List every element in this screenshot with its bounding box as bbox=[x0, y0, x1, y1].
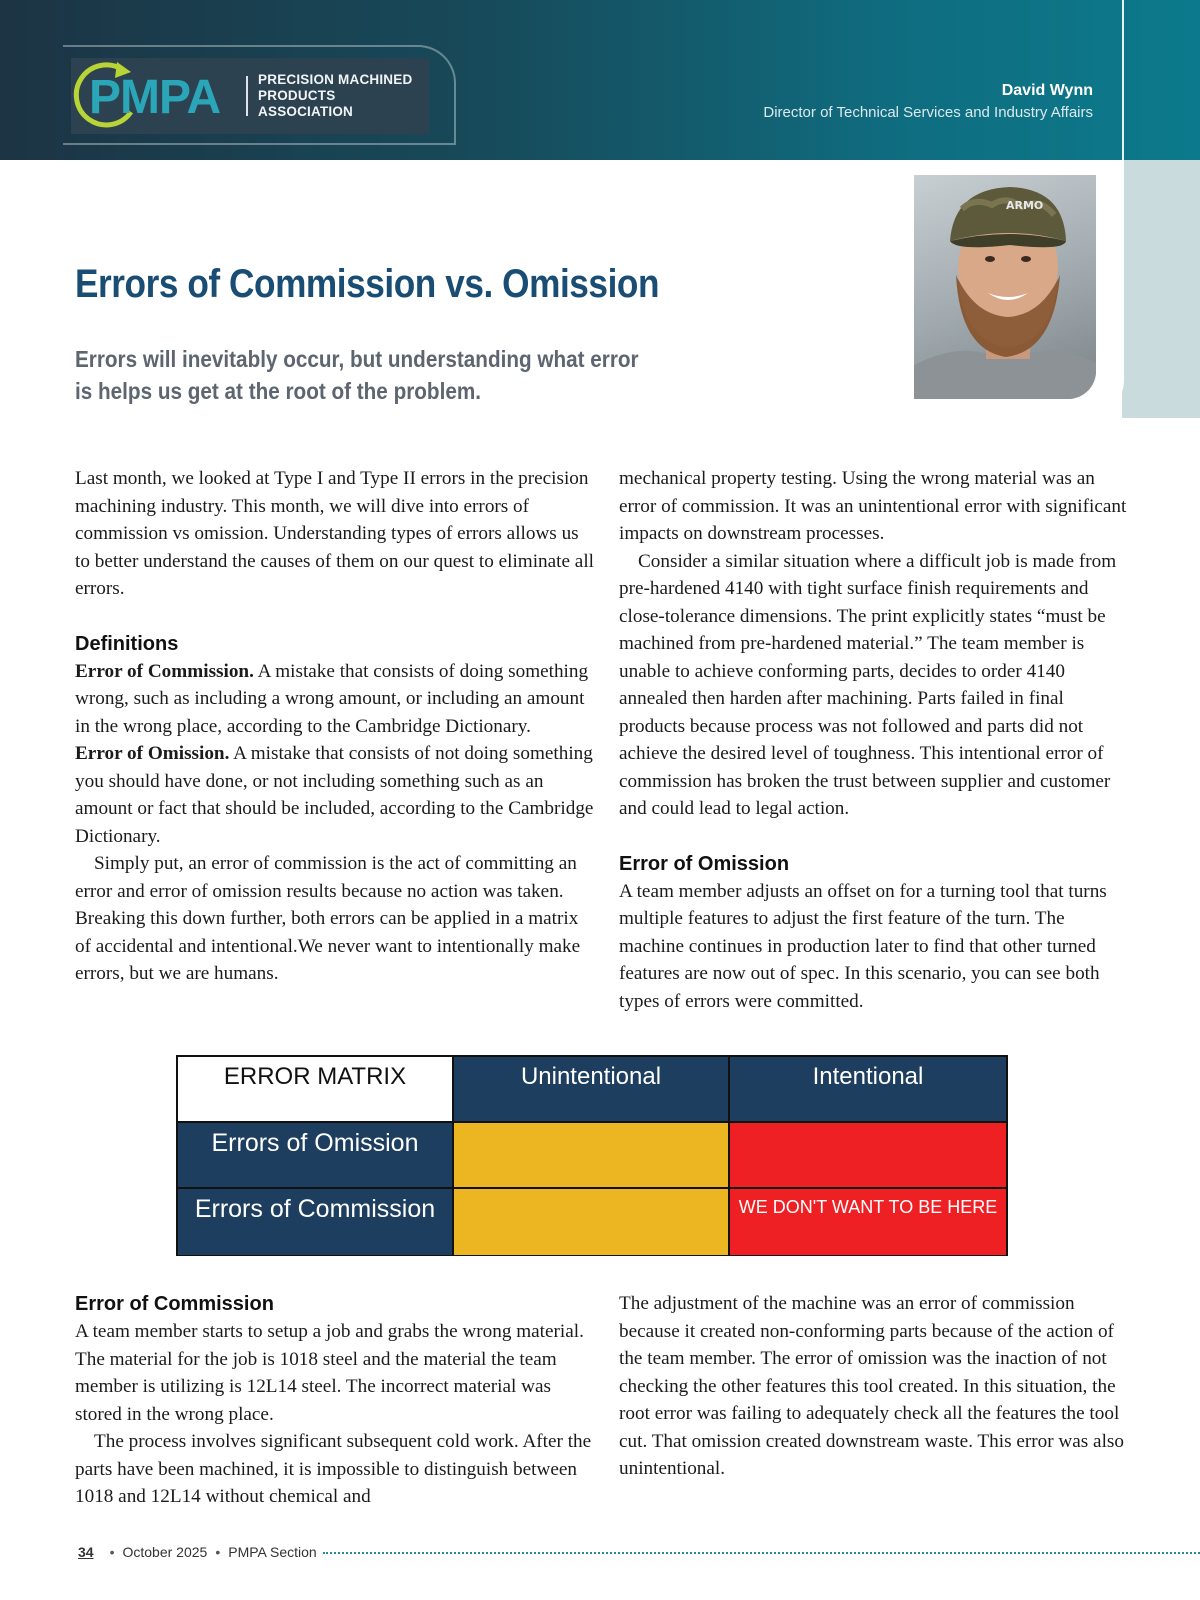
issue-date: October 2025 bbox=[122, 1544, 208, 1560]
association-line-2: PRODUCTS ASSOCIATION bbox=[258, 88, 354, 119]
logo-wordmark: PMPA bbox=[89, 71, 221, 124]
article-subtitle: Errors will inevitably occur, but understanding what error is helps us get at the root of the problem. bbox=[75, 346, 639, 404]
definitions-heading: Definitions bbox=[75, 632, 179, 655]
matrix-row-omission: Errors of Omission bbox=[178, 1123, 454, 1189]
commission-term: Error of Commission. bbox=[75, 660, 254, 682]
matrix-cell-omission-intentional bbox=[730, 1123, 1006, 1189]
spacer bbox=[619, 823, 1129, 850]
page-footer bbox=[78, 1542, 1200, 1562]
adjustment-paragraph: The adjustment of the machine was an error of commission because it created non-conforming parts because of the action of the team member. The error of omission was the inaction of not checking the other features this tool created. In this situation, the root error was failing to adequately check all the features the tool cut. That omission created downstream waste. This error was also unintentional. bbox=[619, 1293, 1124, 1479]
right-column-top bbox=[619, 465, 1129, 1015]
matrix-row-commission: Errors of Commission bbox=[178, 1189, 454, 1255]
commission-definition-text: A mistake that consists of doing something wrong, such as including a wrong amount, or including an amount in the wrong place, according to the Cambridge Dictionary. bbox=[75, 660, 589, 737]
article-title: Errors of Commission vs. Omission bbox=[75, 262, 660, 306]
omission-definition-text: A mistake that consists of not doing something you should have done, or not including something such as an amount or fact that should be included, according to the Cambridge Dictionary. bbox=[75, 743, 594, 847]
right-column-bottom bbox=[619, 1290, 1129, 1483]
logo-separator bbox=[246, 76, 248, 116]
matrix-cell-commission-intentional: WE DON'T WANT TO BE HERE bbox=[730, 1189, 1006, 1255]
author-name: David Wynn bbox=[1001, 82, 1093, 99]
commission-definition bbox=[75, 658, 595, 741]
header-divider bbox=[1122, 0, 1124, 160]
association-line-1: PRECISION MACHINED bbox=[258, 72, 413, 87]
cap-logo-text: ARMO bbox=[1006, 199, 1044, 212]
intentional-error-paragraph: Consider a similar situation where a difficult job is made from pre-hardened 4140 with tight surface finish requirements and close-tolerance dimensions. The print explicitly states “must be machined from pre-hardened material.” The team member is unable to achieve conforming parts, decides to order 4140 annealed then harden after machining. Parts failed in final products because process was not followed and parts did not achieve the desired level of toughness. This intentional error of commission has broken the trust between supplier and customer and could lead to legal action. bbox=[619, 550, 1117, 819]
omission-example-paragraph: A team member adjusts an offset on for a turning tool that turns multiple features to adjust the first feature of the turn. The machine continues in production later to find that other turned features are now out of spec. In this scenario, you can see both types of errors were committed. bbox=[619, 880, 1107, 1012]
page-number: 34 bbox=[78, 1544, 94, 1560]
omission-definition bbox=[75, 740, 595, 850]
matrix-cell-omission-unintentional bbox=[454, 1123, 730, 1189]
error-matrix-table bbox=[176, 1055, 1008, 1256]
omission-term: Error of Omission. bbox=[75, 743, 230, 764]
error-of-omission-heading: Error of Omission bbox=[619, 852, 790, 875]
author-title: Director of Technical Services and Industry Affairs bbox=[763, 104, 1093, 121]
author-portrait-illustration bbox=[914, 175, 1096, 399]
section-name: PMPA Section bbox=[228, 1544, 317, 1560]
pmpa-logo bbox=[71, 58, 429, 134]
footer-bullet: • bbox=[215, 1544, 221, 1560]
error-of-commission-heading: Error of Commission bbox=[75, 1293, 274, 1315]
cold-work-paragraph: The process involves significant subsequent cold work. After the parts have been machined, it is impossible to distinguish between 1018 and 12L14 without chemical and bbox=[75, 1431, 592, 1507]
wrong-material-paragraph: A team member starts to setup a job and grabs the wrong material. The material for the job is 1018 steel and the material the team member is utilizing is 12L14 steel. The incorrect material was stored in the wrong place. bbox=[75, 1321, 584, 1425]
simply-put-paragraph: Simply put, an error of commission is the act of committing an error and error of omission results because no action was taken. Breaking this down further, both errors can be applied in a matrix of accidental and intentional.We never want to intentionally make errors, but we are humans. bbox=[75, 853, 581, 984]
logo-mark bbox=[71, 58, 246, 134]
association-name bbox=[258, 72, 429, 120]
side-accent-panel bbox=[1122, 160, 1200, 418]
matrix-cell-commission-unintentional bbox=[454, 1189, 730, 1255]
left-column-bottom bbox=[75, 1290, 595, 1511]
footer-dotted-leader bbox=[323, 1552, 1200, 1554]
matrix-header-unintentional: Unintentional bbox=[454, 1057, 730, 1123]
matrix-header-intentional: Intentional bbox=[730, 1057, 1006, 1123]
left-column-top bbox=[75, 465, 595, 988]
intro-paragraph: Last month, we looked at Type I and Type II errors in the precision machining industry. This month, we will dive into errors of commission vs omission. Understanding types of errors allows us to better understand the causes of them on our quest to eliminate all errors. bbox=[75, 468, 594, 599]
author-photo bbox=[914, 175, 1096, 399]
material-testing-paragraph: mechanical property testing. Using the wrong material was an error of commission. It was an unintentional error with significant impacts on downstream processes. bbox=[619, 468, 1127, 544]
footer-bullet: • bbox=[109, 1544, 115, 1560]
matrix-title-cell: ERROR MATRIX bbox=[178, 1057, 454, 1123]
spacer bbox=[75, 603, 595, 630]
